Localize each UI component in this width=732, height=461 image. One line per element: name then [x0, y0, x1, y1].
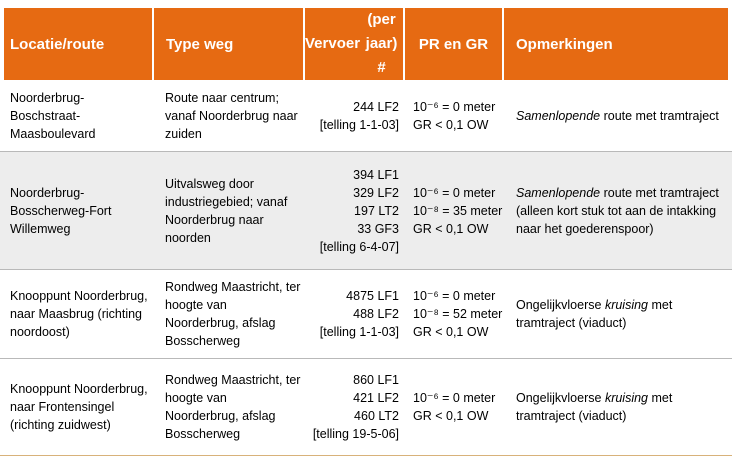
header-opmerkingen: Opmerkingen [504, 8, 728, 80]
cell-pr-gr: 10⁻⁶ = 0 meter 10⁻⁸ = 35 meter GR < 0,1 OW [413, 185, 503, 236]
cell-type-weg: Rondweg Maastricht, ter hoogte van Noorderbrug, afslag Bosscherweg [165, 280, 301, 348]
cell-type-weg: Route naar centrum; vanaf Noorderbrug naar zuiden [165, 90, 298, 141]
cell-opmerkingen: Samenlopende route met tramtraject [516, 108, 719, 123]
table-row [0, 359, 732, 456]
cell-pr-gr: 10⁻⁶ = 0 meter GR < 0,1 OW [413, 391, 496, 423]
header-type-weg: Type weg [154, 8, 303, 80]
table-row [0, 270, 732, 359]
cell-opmerkingen: Ongelijkvloerse kruising met tramtraject (viaduct) [516, 298, 673, 330]
cell-locatie: Knooppunt Noorderbrug, naar Frontensingel (richting zuidwest) [10, 382, 148, 432]
cell-locatie: Noorderbrug- Boschstraat- Maasboulevard [10, 90, 96, 141]
header-pr-gr: PR en GR [405, 8, 502, 80]
table-row [0, 80, 732, 152]
cell-opmerkingen: Ongelijkvloerse kruising met tramtraject (viaduct) [516, 391, 673, 423]
cell-type-weg: Rondweg Maastricht, ter hoogte van Noorderbrug, afslag Bosscherweg [165, 373, 301, 441]
cell-opmerkingen: Samenlopende route met tramtraject (alleen kort stuk tot aan de intakking naar het goederenspoor) [516, 185, 719, 236]
cell-vervoer: 244 LF2 [telling 1-1-03] [319, 99, 399, 132]
cell-vervoer: 4875 LF1 488 LF2 [telling 1-1-03] [319, 289, 399, 339]
header-vervoer [305, 8, 403, 80]
cell-type-weg: Uitvalsweg door industriegebied; vanaf Noorderbrug naar noorden [165, 176, 288, 245]
header-vervoer-line1: Vervoer [305, 35, 361, 52]
cell-pr-gr: 10⁻⁶ = 0 meter 10⁻⁸ = 52 meter GR < 0,1 OW [413, 289, 503, 339]
cell-locatie: Noorderbrug- Bosscherweg-Fort Willemweg [10, 185, 112, 236]
header-locatie: Locatie/route [4, 8, 152, 80]
table-row [0, 152, 732, 270]
header-vervoer-line2: (per jaar) # [365, 11, 398, 76]
cell-pr-gr: 10⁻⁶ = 0 meter GR < 0,1 OW [413, 99, 496, 132]
cell-locatie: Knooppunt Noorderbrug, naar Maasbrug (richting noordoost) [10, 289, 148, 339]
cell-vervoer: 394 LF1 329 LF2 197 LT2 33 GF3 [telling 6-4-07] [319, 167, 399, 254]
cell-vervoer: 860 LF1 421 LF2 460 LT2 [telling 19-5-06] [312, 373, 399, 441]
